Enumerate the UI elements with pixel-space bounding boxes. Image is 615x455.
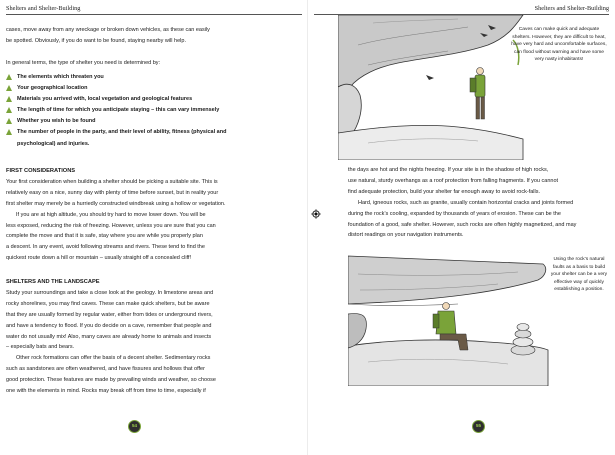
bullet-triangle-icon xyxy=(6,129,12,135)
text-line: good protection. These features are made by prevailing winds and weather, so choose xyxy=(6,377,216,384)
caption-line: your shelter can be a very xyxy=(550,272,608,278)
caption-line: faults as a basis to build xyxy=(552,264,606,270)
list-item: The number of people in the party, and their level of ability, fitness (physical and xyxy=(6,127,304,138)
list-item: Whether you wish to be found xyxy=(6,116,304,127)
list-item: The elements which threaten you xyxy=(6,72,304,83)
text-line: complete the move and that it is safe, stay where you are while you properly plan xyxy=(6,233,203,240)
text-line: that they are usually formed by regular water, either from tides or underground rivers, xyxy=(6,311,213,318)
text-line: distort readings on your navigation instruments. xyxy=(348,232,464,239)
rock-cairn xyxy=(511,324,535,356)
running-head-left: Shelters and Shelter-Building xyxy=(6,5,81,12)
text-line: first shelter may merely be a hurriedly constructed windbreak using a hollow or vegetation. xyxy=(6,200,226,207)
first-considerations-section xyxy=(6,166,304,264)
text-line: Hard, igneous rocks, such as granite, usually contain horizontal cracks and joints formed xyxy=(358,199,574,206)
caption-line: very nasty inhabitants! xyxy=(534,57,584,63)
text-line: a descent. In any event, avoid following streams and rivers. These tend to find the xyxy=(6,244,205,251)
text-line: and have a tendency to flood. If you do decide on a cave, remember that people and xyxy=(6,322,212,329)
caption-line: can flood without warning and have some xyxy=(514,49,604,55)
text-line: Other rock formations can offer the basis of a decent shelter. Sedimentary rocks xyxy=(16,355,211,362)
text-line: relatively easy on a nice, sunny day with plenty of time before sunset, but in reality your xyxy=(6,189,219,196)
text-line: use natural, sturdy overhangs as a roof protection from falling fragments. If you cannot xyxy=(348,177,559,184)
text-line: such as sandstones are often weathered, and have fissures and hollows that offer xyxy=(6,366,205,373)
list-item-continuation: psychological) and injuries. xyxy=(17,140,90,147)
text-line: If you are at high altitude, you should try hard to move lower down. You will be xyxy=(16,211,206,218)
bullet-triangle-icon xyxy=(6,74,12,80)
list-item: Your geographical location xyxy=(6,83,304,94)
caption-line: shelters. However, they are difficult to heat, xyxy=(512,34,606,40)
caption-line: have very hard and uncomfortable surfaces, xyxy=(511,42,607,48)
header-rule xyxy=(6,14,302,15)
page-number: 54 xyxy=(128,420,141,433)
text-line: rocky shorelines, you may find caves. These can make quick shelters, but be aware xyxy=(6,300,210,307)
text-line: find adequate protection, build your shelter far enough away to avoid rock-falls. xyxy=(348,188,541,195)
text-line: quickest route down a hill or mountain – usually straight off a concealed cliff! xyxy=(6,255,192,262)
intro-text xyxy=(6,25,304,47)
cave-caption xyxy=(506,26,612,64)
text-line: cases, move away from any wreckage or broken down vehicles, as these can easily xyxy=(6,27,210,33)
criteria-list xyxy=(6,72,304,150)
text-line: Your first consideration when building a shelter should be picking a suitable site. This is xyxy=(6,178,218,185)
text-line: In general terms, the type of shelter you need is determined by: xyxy=(6,60,161,66)
text-line: – especially bats and bears. xyxy=(6,344,75,351)
right-body-text xyxy=(348,165,610,241)
landscape-section xyxy=(6,277,304,397)
text-line: the days are hot and the nights freezing. If your site is in the shadow of high rocks, xyxy=(348,167,549,173)
section-heading: SHELTERS AND THE LANDSCAPE xyxy=(6,279,100,285)
list-item: The length of time for which you anticipate staying – this can vary immensely xyxy=(6,105,304,116)
bullet-triangle-icon xyxy=(6,107,12,113)
rock-faults-caption xyxy=(546,256,612,294)
caption-line: establishing a position. xyxy=(554,287,604,293)
hiker-figure xyxy=(470,68,485,120)
right-page xyxy=(308,0,615,455)
bullet-triangle-icon xyxy=(6,96,12,102)
caption-line: Using the rock’s natural xyxy=(553,257,605,262)
text-line: foundation of a good, safe shelter. However, such rocks are often highly magnetized, and may xyxy=(348,221,577,228)
text-line: one with the elements in mind. Rocks may break off from time to time, especially if xyxy=(6,388,206,395)
text-line: during the rock’s cooling, expanded by thousands of years of erosion. These can be the xyxy=(348,210,561,217)
bullet-triangle-icon xyxy=(6,118,12,124)
criteria-intro xyxy=(6,58,304,69)
page-number: 55 xyxy=(472,420,485,433)
bullet-triangle-icon xyxy=(6,85,12,91)
text-line: Study your surroundings and take a close look at the geology. In limestone areas and xyxy=(6,289,214,296)
section-heading: FIRST CONSIDERATIONS xyxy=(6,168,76,174)
caption-line: Caves can make quick and adequate xyxy=(518,27,600,32)
text-line: be spotted. Obviously, if you do want to be found, staying nearby will help. xyxy=(6,37,186,44)
text-line: water do not usually mix! Also, many caves are already home to animals and insects xyxy=(6,333,212,340)
running-head-right: Shelters and Shelter-Building xyxy=(534,5,609,12)
list-item: Materials you arrived with, local vegetation and geological features xyxy=(6,94,304,105)
text-line: less exposed, reducing the risk of freezing. However, unless you are sure that you can xyxy=(6,222,216,229)
caption-line: effective way of quickly xyxy=(554,279,604,285)
